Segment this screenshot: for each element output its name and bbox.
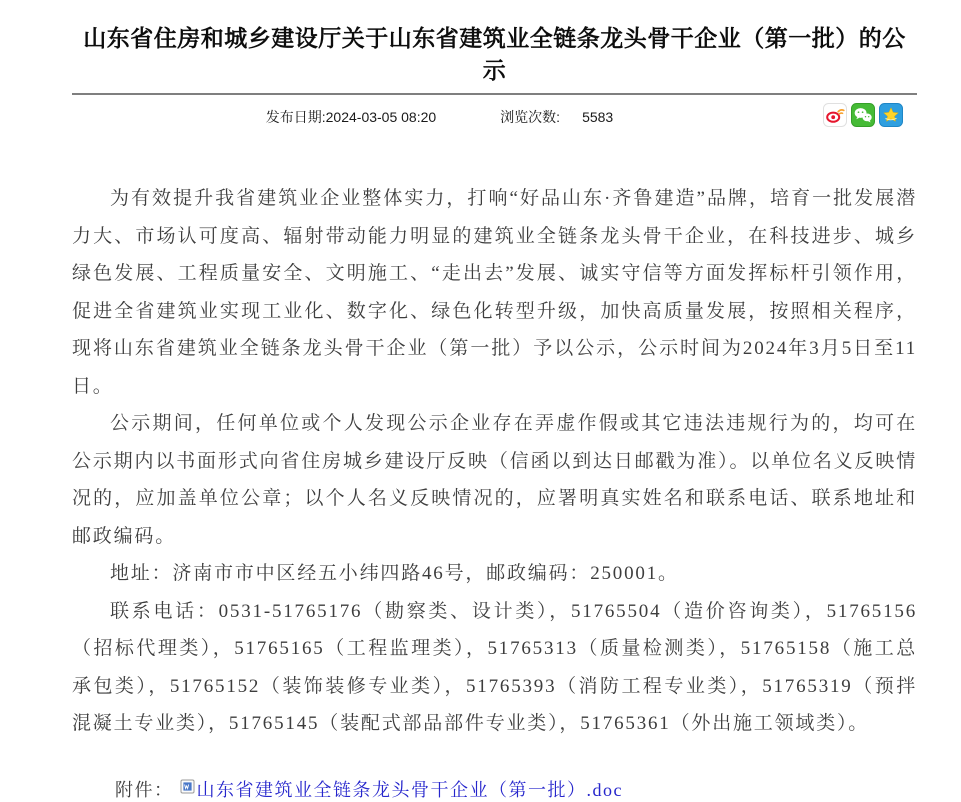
meta-group [266, 107, 613, 127]
views-label: 浏览次数: [500, 109, 561, 125]
attachment-link[interactable] [174, 776, 624, 802]
paragraph-intro: 为有效提升我省建筑业企业整体实力，打响“好品山东·齐鲁建造”品牌，培育一批发展潜力大、市场认可度高、辐射带动能力明显的建筑业全链条龙头骨干企业，在科技进步、城乡绿色发展、工程质量安全、文明施工、“走出去”发展、诚实守信等方面发挥标杆引领作用，促进全省建筑业实现工业化、数字化、绿色化转型升级，加快高质量发展，按照相关程序，现将山东省建筑业全链条龙头骨干企业（第一批）予以公示，公示时间为2024年3月5日至11日。 [72, 188, 917, 397]
views-count: 5583 [582, 109, 614, 125]
title-divider [72, 93, 917, 95]
qzone-share-icon[interactable] [879, 103, 903, 127]
weibo-share-icon[interactable] [823, 103, 847, 127]
attachment-link-text: 山东省建筑业全链条龙头骨干企业（第一批）.doc [196, 779, 623, 800]
article-body [72, 180, 917, 743]
share-buttons [823, 103, 903, 127]
paragraph-address: 地址：济南市市中区经五小纬四路46号，邮政编码：250001。 [110, 563, 679, 584]
paragraph-feedback-rules: 公示期间，任何单位或个人发现公示企业存在弄虚作假或其它违法违规行为的，均可在公示期内以书面形式向省住房城乡建设厅反映（信函以到达日邮戳为准）。以单位名义反映情况的，应加盖单位公章；以个人名义反映情况的，应署明真实姓名和联系电话、联系地址和邮政编码。 [72, 413, 917, 547]
wechat-share-icon[interactable] [851, 103, 875, 127]
paragraph-phones: 联系电话：0531-51765176（勘察类、设计类），51765504（造价咨询类），51765156（招标代理类），51765165（工程监理类），51765313（质量检测类），51765158（施工总承包类），51765152（装饰装修专业类），51765393（消防工程专业类），51765319（预拌混凝土专业类），51765145（装配式部品部件专业类），51765361（外出施工领域类）。 [72, 600, 917, 734]
attachment-label: 附件： [115, 779, 174, 800]
publish-date: 发布日期:2024-03-05 08:20 [265, 109, 437, 125]
attachment-row [72, 776, 917, 802]
meta-row [72, 103, 917, 131]
doc-file-icon [180, 778, 195, 799]
page-title: 山东省住房和城乡建设厅关于山东省建筑业全链条龙头骨干企业（第一批）的公示 [83, 25, 906, 83]
